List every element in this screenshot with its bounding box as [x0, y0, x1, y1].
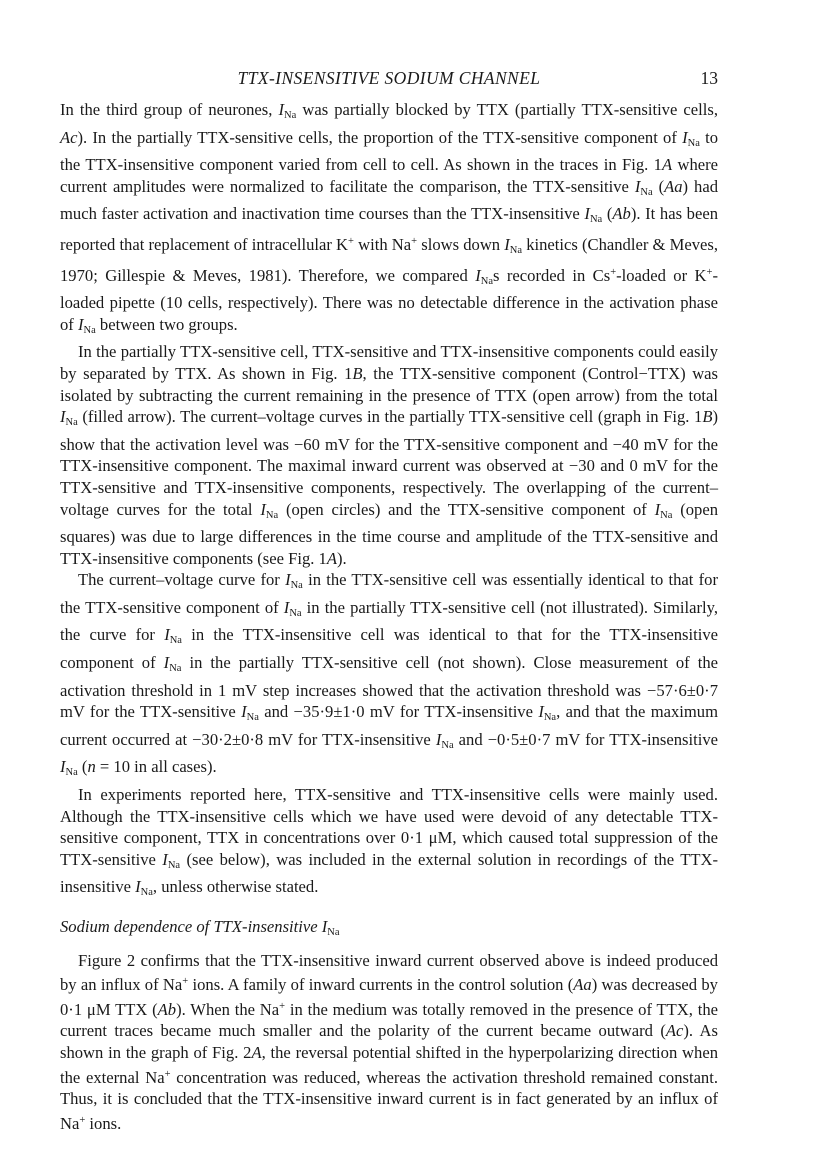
- paragraph-partially-sensitive: In the partially TTX-sensitive cell, TTX-sensitive and TTX-insensitive components could easily by separated by TTX. As shown in Fig. 1B, the TTX-sensitive component (Control−TTX) was isolated by subtracting the current remaining in the presence of TTX (open arrow) from the total $I_{Na}$ (filled arrow). The current–voltage curves in the partially TTX-sensitive cell (graph in Fig. 1B) show that the activation level was −60 mV for the TTX-sensitive component and −40 mV for the TTX-insensitive component. The maximal inward current was observed at −30 and 0 mV for the TTX-sensitive and TTX-insensitive components, respectively. The overlapping of the current–voltage curves for the total $I_{Na}$ (open circles) and the TTX-sensitive component of $I_{Na}$ (open squares) was due to large differences in the time course and amplitude of the TTX-sensitive and TTX-insensitive components (see Fig. 1A).: [60, 342, 718, 568]
- section-heading: Sodium dependence of TTX-insensitive $I_{Na}$: [60, 917, 340, 938]
- article-body: [60, 99, 718, 1134]
- running-title: TTX-INSENSITIVE SODIUM CHANNEL: [237, 68, 541, 88]
- page-number: 13: [700, 68, 718, 88]
- paragraph-third-group: In the third group of neurones, $I_{Na}$ was partially blocked by TTX (partially TTX-sensitive cells, Ac). In the partially TTX-sensitive cells, the proportion of the TTX-sensitive component of $I_{Na}$ to the TTX-insensitive component varied from cell to cell. As shown in the traces in Fig. 1A where current amplitudes were normalized to facilitate the comparison, the TTX-sensitive $I_{Na}$ (Aa) had much faster activation and inactivation time courses than the TTX-insensitive $I_{Na}$ (Ab). It has been reported that replacement of intracellular K+ with Na+ slows down $I_{Na}$ kinetics (Chandler & Meves, 1970; Gillespie & Meves, 1981). Therefore, we compared $I_{Na}s$ recorded in Cs+-loaded or K+-loaded pipette (10 cells, respectively). There was no detectable difference in the activation phase of $I_{Na}$ between two groups.: [60, 100, 719, 336]
- paragraph-experiments: In experiments reported here, TTX-sensitive and TTX-insensitive cells were mainly used. Although the TTX-insensitive cells which we have used were devoid of any detectable TTX-sensitive component, TTX in concentrations over 0·1 μM, which caused total suppression of the TTX-sensitive $I_{Na}$ (see below), was included in the external solution in recordings of the TTX-insensitive $I_{Na}$, unless otherwise stated.: [60, 785, 718, 899]
- paragraph-sodium-dependence: Figure 2 confirms that the TTX-insensitive inward current observed above is indeed produced by an influx of Na+ ions. A family of inward currents in the control solution (Aa) was decreased by 0·1 μM TTX (Ab). When the Na+ in the medium was totally removed in the presence of TTX, the current traces became much smaller and the polarity of the current became outward (Ac). As shown in the graph of Fig. 2A, the reversal potential shifted in the hyperpolarizing direction when the external Na+ concentration was reduced, whereas the activation threshold remained constant. Thus, it is concluded that the TTX-insensitive inward current is in fact generated by an influx of Na+ ions.: [60, 950, 718, 1133]
- paragraph-current-voltage: The current–voltage curve for $I_{Na}$ in the TTX-sensitive cell was essentially identical to that for the TTX-sensitive component of $I_{Na}$ in the partially TTX-sensitive cell (not illustrated). Similarly, the curve for $I_{Na}$ in the TTX-insensitive cell was identical to that for the TTX-insensitive component of $I_{Na}$ in the partially TTX-sensitive cell (not shown). Close measurement of the activation threshold in 1 mV step increases showed that the activation threshold was −57·6±0·7 mV for the TTX-sensitive $I_{Na}$ and −35·9±1·0 mV for TTX-insensitive $I_{Na}$, and that the maximum current occurred at −30·2±0·8 mV for TTX-insensitive $I_{Na}$ and −0·5±0·7 mV for TTX-insensitive $I_{Na}$ (n = 10 in all cases).: [60, 570, 719, 779]
- page-header: [60, 68, 718, 92]
